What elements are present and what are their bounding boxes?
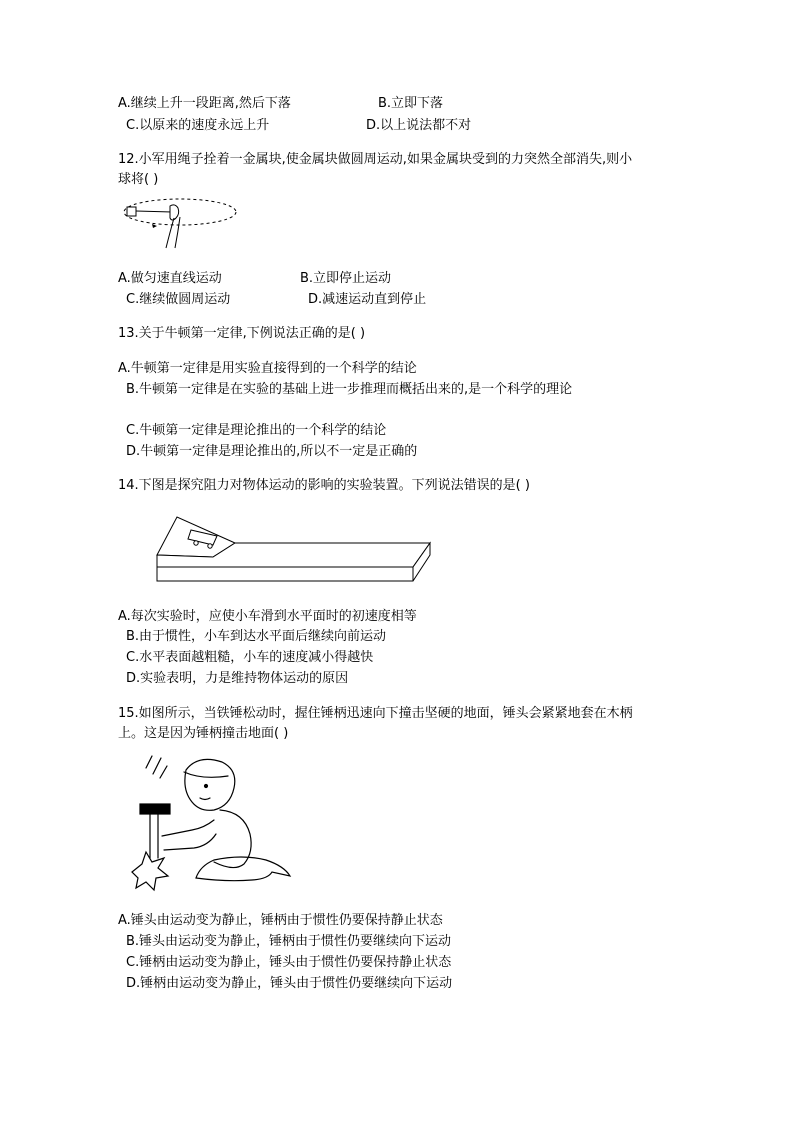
q14-option-d: D.实验表明，力是维持物体运动的原因	[126, 671, 349, 686]
q11-option-a: A.继续上升一段距离,然后下落	[118, 96, 291, 111]
q13-stem: 13.关于牛顿第一定律,下例说法正确的是( )	[118, 326, 366, 341]
q11-option-d: D.以上说法都不对	[366, 118, 472, 133]
hand	[170, 205, 179, 220]
q11-option-b: B.立即下落	[378, 96, 444, 111]
q12-option-a: A.做匀速直线运动	[118, 271, 222, 286]
q14-stem: 14.下图是探究阻力对物体运动的影响的实验装置。下列说法错误的是( )	[118, 478, 530, 493]
q15-stem-line1: 15.如图所示，当铁锤松动时，握住锤柄迅速向下撞击坚硬的地面，锤头会紧紧地套在木柄	[118, 706, 633, 721]
boy-legs	[196, 857, 290, 881]
impact-icon	[132, 852, 168, 890]
hammer-figure	[128, 752, 298, 887]
q15-stem-line2: 上。这是因为锤柄撞击地面( )	[118, 726, 289, 741]
hammer-head	[140, 804, 170, 814]
q15-option-a: A.锤头由运动变为静止，锤柄由于惯性仍要保持静止状态	[118, 913, 443, 928]
q14-option-c: C.水平表面越粗糙，小车的速度减小得越快	[126, 650, 374, 665]
rope	[136, 211, 172, 212]
q13-option-c: C.牛顿第一定律是理论推出的一个科学的结论	[126, 423, 387, 438]
motion-arrow-icon	[152, 224, 157, 228]
q12-option-b: B.立即停止运动	[300, 271, 392, 286]
q12-option-c: C.继续做圆周运动	[126, 292, 231, 307]
q12-stem-line1: 12.小军用绳子拴着一金属块,使金属块做圆周运动,如果金属块受到的力突然全部消失,则小	[118, 152, 633, 167]
boy-head	[185, 759, 235, 810]
q15-option-c: C.锤柄由运动变为静止，锤头由于惯性仍要保持静止状态	[126, 955, 452, 970]
arm	[166, 217, 180, 248]
metal-block	[127, 207, 136, 216]
q12-stem-line2: 球将( )	[118, 172, 159, 187]
q13-option-a: A.牛顿第一定律是用实验直接得到的一个科学的结论	[118, 361, 417, 376]
q11-option-c: C.以原来的速度永远上升	[126, 118, 270, 133]
q12-option-d: D.减速运动直到停止	[308, 292, 427, 307]
q15-option-b: B.锤头由运动变为静止，锤柄由于惯性仍要继续向下运动	[126, 934, 452, 949]
q14-option-a: A.每次实验时，应使小车滑到水平面时的初速度相等	[118, 609, 417, 624]
hammer-handle	[150, 814, 158, 858]
q13-option-d: D.牛顿第一定律是理论推出的,所以不一定是正确的	[126, 444, 418, 459]
circular-motion-figure	[122, 192, 242, 252]
q15-option-d: D.锤柄由运动变为静止，锤头由于惯性仍要继续向下运动	[126, 976, 453, 991]
q13-option-b: B.牛顿第一定律是在实验的基础上进一步推理而概括出来的,是一个科学的理论	[126, 382, 573, 397]
orbit-path	[124, 199, 236, 225]
incline-apparatus-figure	[155, 515, 435, 585]
q14-option-b: B.由于惯性，小车到达水平面后继续向前运动	[126, 629, 387, 644]
motion-lines-icon	[146, 756, 167, 778]
